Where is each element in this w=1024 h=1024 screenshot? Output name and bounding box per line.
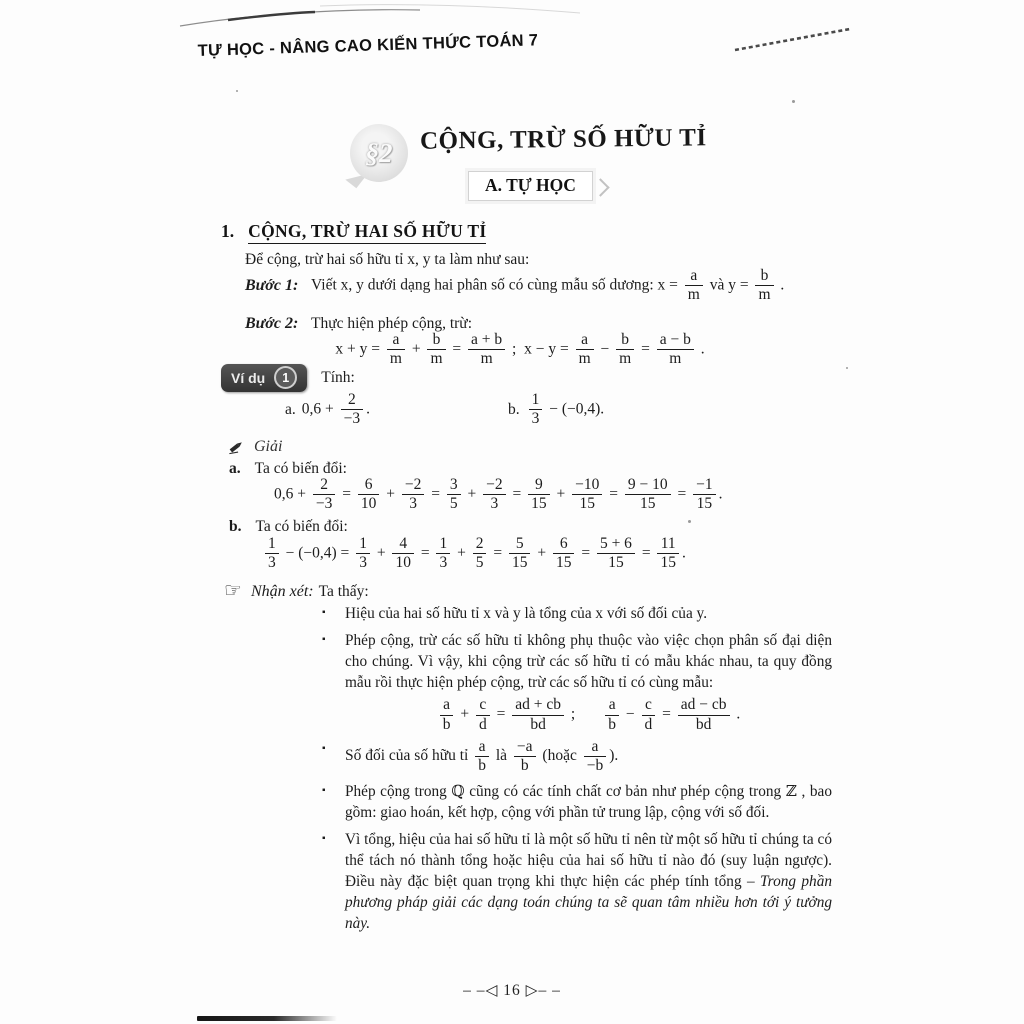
fraction: $\frac{11}{15}$ [657,536,679,572]
example-number-icon: 1 [274,366,297,389]
equation-text: + [407,340,425,358]
equation-text: = [427,485,444,503]
fraction: $\frac{1}{3}$ [356,536,370,572]
fraction: $\frac{2}{-3}$ [341,392,364,428]
equation-text: . [776,276,785,294]
equation-text: + [552,485,570,503]
scan-speck [792,100,795,103]
equation-text: + [382,485,399,503]
chapter-title: CỘNG, TRỪ SỐ HỮU TỈ [419,124,707,155]
fraction: $\frac{b}{m}$ [616,332,634,368]
solution-a-line [229,460,347,478]
part-a-label: a. [285,400,296,418]
equation-text: + [456,705,473,723]
solution-a-label: a. [229,460,241,477]
equation-text: − (−0,4) = [281,544,354,562]
equation-text: ; [566,705,603,723]
fraction: $\frac{a}{m}$ [387,332,405,368]
equation-text: = [673,485,691,503]
footer-prefix: – –◁ [463,982,504,999]
step-2-label: Bước 2: [245,315,299,332]
equation-text: − (−0,4). [545,400,605,418]
fraction: $\frac{2}{5}$ [473,536,487,572]
list-item [322,603,832,624]
step-2-equation [200,332,840,368]
equation-text: = [492,705,510,723]
equation-text: + [463,485,481,503]
bullet-text: Hiệu của hai số hữu tỉ x và y là tổng của x với số đối của y. [345,605,708,622]
equation-text: = [508,485,526,503]
bullet-icon: ▪ [322,607,326,618]
equation-text: 0,6 + [274,485,310,503]
subtitle-box [468,171,593,201]
footer-suffix: ▷– – [520,982,561,999]
page-footer [0,981,1024,1000]
fraction: $\frac{5 + 6}{15}$ [597,536,635,572]
equation-text: . [732,705,741,723]
equation-text: . [366,400,371,418]
fraction: $\frac{5}{15}$ [509,536,531,572]
example-row [221,364,355,392]
equation-text: . [681,544,686,562]
remark-intro: Ta thấy: [318,583,369,600]
chevron-right-icon [591,178,609,196]
subtitle-label: A. TỰ HỌC [485,175,576,195]
section-heading-text: CỘNG, TRỪ HAI SỐ HỮU TỈ [248,221,486,244]
equation-text: là [491,747,511,765]
equation-text: x + y = [335,340,384,358]
fraction: $\frac{-10}{15}$ [572,477,602,513]
fraction: $\frac{a + b}{m}$ [468,332,505,368]
solution-b-line [229,518,348,536]
equation-text: = [637,544,655,562]
solution-a-text: Ta có biến đổi: [254,460,347,477]
bullet-icon: ▪ [322,832,326,844]
equation-text: . [696,340,705,358]
chapter-badge [346,122,410,186]
fraction: $\frac{a - b}{m}$ [657,332,694,368]
equation-text: = [605,485,622,503]
equation-text: (hoặc [538,747,581,765]
equation-text: . [718,485,723,503]
fraction: $\frac{b}{m}$ [427,332,445,368]
section-intro: Để cộng, trừ hai số hữu tỉ x, y ta làm như sau: [245,251,530,268]
bullet-equation [345,737,619,775]
scan-speck [846,367,848,369]
example-part-b [508,392,604,428]
pencil-icon [227,437,246,456]
step-1-label: Bước 1: [245,276,299,294]
fraction: $\frac{a}{b}$ [475,739,489,775]
page-number: 16 [503,982,521,999]
list-item [322,630,832,733]
equation-text: ; x − y = [508,340,573,358]
equation-text: ). [609,747,619,765]
scan-edge-bar [197,1016,337,1021]
fraction: $\frac{-a}{b}$ [514,739,536,775]
equation-text: = [637,340,654,358]
fraction: $\frac{a}{m}$ [685,268,703,304]
fraction: $\frac{2}{-3}$ [313,477,336,513]
section-number: 1. [221,221,235,241]
fraction: $\frac{ad + cb}{bd}$ [512,697,564,733]
equation-text: Số đối của số hữu tỉ [345,747,473,765]
equation-text: − [622,705,639,723]
bullet-text: Phép cộng trong ℚ cũng có các tính chất cơ bản như phép cộng trong ℤ , bao gồm: giao hoán, kết hợp, cộng với phần tử trung lập, cộng với số đối. [345,782,832,821]
bullet-text: Phép cộng, trừ các số hữu tỉ không phụ thuộc vào việc chọn phân số đại diện cho chúng. Vì vậy, khi cộng trừ các số hữu tỉ có mẫu khác nhau, ta quy đồng mẫu rồi thực hiện phép cộng, trừ các số hữu tỉ có cùng mẫu: [345,632,832,692]
step-1-row [245,268,865,304]
part-b-equation [526,392,605,428]
bullet-icon: ▪ [322,784,326,796]
remark-header [224,577,369,601]
remark-bullet-list [322,603,832,940]
equation-text: + [453,544,470,562]
list-item [322,829,832,935]
fraction: $\frac{b}{m}$ [755,268,773,304]
chapter-badge-label: §2 [365,137,393,168]
fraction: $\frac{a}{-b}$ [584,739,607,775]
fraction: $\frac{1}{3}$ [265,536,279,572]
solution-header [227,437,282,456]
fraction: $\frac{a}{m}$ [576,332,594,368]
equation-text: + [533,544,550,562]
solution-label: Giải [254,437,283,455]
equation-text: = [448,340,466,358]
fraction: $\frac{4}{10}$ [392,536,414,572]
solution-b-text: Ta có biến đổi: [255,518,348,535]
bullet-equation [345,697,832,733]
list-item [322,781,832,823]
fraction: $\frac{6}{15}$ [553,536,575,572]
fraction: $\frac{1}{3}$ [436,536,450,572]
solution-b-label: b. [229,518,242,535]
fraction: $\frac{c}{d}$ [642,697,656,733]
equation-text: 0,6 + [301,400,338,418]
remark-label: Nhận xét: [250,583,314,600]
fraction: $\frac{9}{15}$ [528,477,550,513]
fraction: $\frac{-1}{15}$ [693,477,716,513]
bullet-text-italic: Trong phần phương pháp giải các dạng toán chúng ta sẽ quan tâm nhiều hơn tới ý tưởng này. [345,872,832,933]
bullet-icon: ▪ [322,634,326,646]
section-heading [221,221,486,242]
equation-text: = [577,544,594,562]
fraction: $\frac{c}{d}$ [476,697,490,733]
equation-text: và y = [705,276,753,294]
bullet-icon: ▪ [322,742,326,754]
example-prompt: Tính: [321,369,355,386]
equation-text: Viết x, y dưới dạng hai phân số có cùng mẫu số dương: x = [311,276,682,294]
step-1-equation [311,268,784,304]
scan-speck [236,90,238,92]
equation-text: = [489,544,506,562]
fraction: $\frac{1}{3}$ [529,392,543,428]
solution-b-equation [262,536,686,572]
fraction: $\frac{3}{5}$ [447,477,461,513]
step-2-text: Thực hiện phép cộng, trừ: [311,315,472,332]
fraction: $\frac{a}{b}$ [605,697,619,733]
fraction: $\frac{ad - cb}{bd}$ [678,697,730,733]
equation-text: = [658,705,675,723]
scan-speck [688,520,691,523]
example-badge [221,364,307,392]
equation-text: + [372,544,390,562]
list-item [322,737,832,775]
fraction: $\frac{9 - 10}{15}$ [625,477,671,513]
equation-text: − [596,340,614,358]
fraction: $\frac{-2}{3}$ [483,477,506,513]
running-header: TỰ HỌC - NÂNG CAO KIẾN THỨC TOÁN 7 [197,31,539,61]
part-b-label: b. [508,400,520,418]
part-a-equation [302,392,370,428]
fraction: $\frac{a}{b}$ [440,697,454,733]
equation-text: = [416,544,434,562]
equation-text: = [338,485,355,503]
bullet-text: Vì tổng, hiệu của hai số hữu tỉ là một số hữu tỉ nên từ một số hữu tỉ chúng ta có thể tách nó thành tổng hoặc hiệu của hai số hữu tỉ nào đó (suy luận ngược). Điều này đặc biệt quan trọng khi thực hiện các phép tính tổng – [345,830,832,890]
speech-bubble-icon [350,124,408,182]
solution-a-equation [274,477,723,513]
fraction: $\frac{-2}{3}$ [402,477,425,513]
example-part-a [285,392,370,428]
fraction: $\frac{6}{10}$ [358,477,380,513]
example-badge-label: Ví dụ [231,369,266,386]
pointing-hand-icon: ☞ [224,578,242,602]
